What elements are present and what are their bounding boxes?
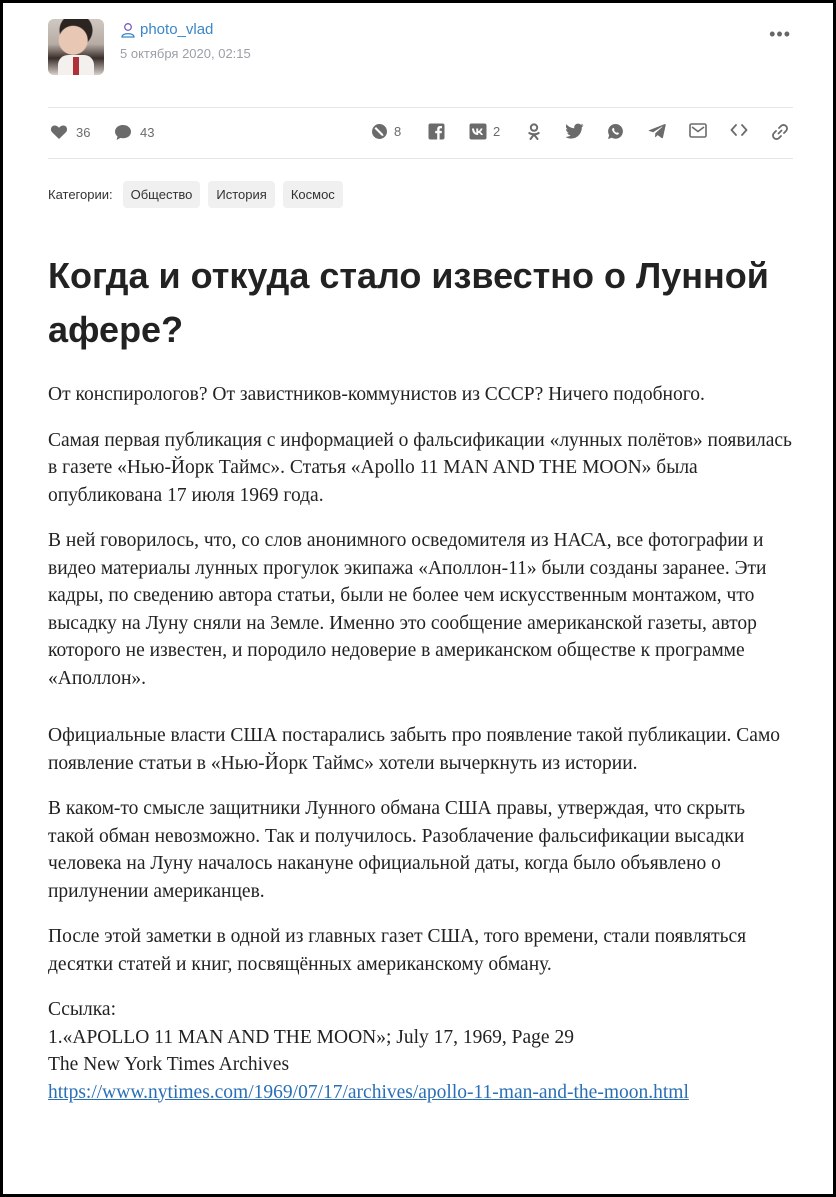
reference-label: Ссылка: [48,999,116,1020]
like-button[interactable] [50,124,90,140]
reference-source: The New York Times Archives [48,1054,290,1075]
categories [48,181,343,208]
article-paragraph: От конспирологов? От завистников-коммунистов из СССР? Ничего подобного. [48,384,705,405]
like-count: 36 [76,124,91,140]
livejournal-count: 8 [394,124,402,139]
vk-count: 2 [493,124,501,139]
reference-block [48,996,793,1106]
user-icon [120,22,136,38]
comment-icon [114,124,132,141]
action-bar [48,107,793,159]
more-options-icon[interactable]: ••• [769,24,791,44]
article-paragraph: Официальные власти США постарались забыть про появление такой публикации. Само появление статьи в «Нью-Йорк Таймс» хотели вычеркнуть из истории. [48,725,781,774]
livejournal-icon [371,123,388,140]
share-twitter-button[interactable] [566,123,584,139]
share-facebook-button[interactable] [428,123,445,140]
article-paragraph: В ней говорилось, что, со слов анонимного осведомителя из НАСА, все фотографии и видео материалы лунных прогулок экипажа «Аполлон-11» были созданы заранее. Эти кадры, по сведению автора статьи, были не более чем искусственным монтажом, что высадку на Луну сняли на Земле. Именно это сообщение американской газеты, автор которого не известен, и породило недоверие в американском обществе к программе «Аполлон». [48,530,767,689]
author-name: photo_vlad [140,21,214,38]
share-vk-button[interactable] [469,123,500,140]
reference-link[interactable]: https://www.nytimes.com/1969/07/17/archives/apollo-11-man-and-the-moon.html [48,1081,689,1103]
share-email-button[interactable] [689,123,707,138]
share-odnoklassniki-button[interactable] [527,123,541,141]
author-link[interactable] [120,21,213,38]
categories-label: Категории: [48,187,113,202]
share-livejournal-button[interactable] [371,123,401,140]
article-paragraph: Самая первая публикация с информацией о фальсификации «лунных полётов» появилась в газете «Нью-Йорк Таймс». Статья «Apollo 11 MAN AND THE MOON» была опубликована 17 июля 1969 года. [48,429,792,506]
page-frame [3,3,833,1194]
telegram-icon [648,123,666,139]
link-icon [771,123,789,141]
article-paragraph: В каком-то смысле защитники Лунного обмана США правы, утверждая, что скрыть такой обман невозможно. Так и получилось. Разоблачение фальсификации высадки человека на Луну началось накануне официальной даты, когда было объявлено о прилунении американцев. [48,798,746,902]
category-tag[interactable]: Космос [283,181,343,208]
share-whatsapp-button[interactable] [607,123,624,140]
reference-line: 1.«APOLLO 11 MAN AND THE MOON»; July 17, 1969, Page 29 [48,1026,574,1048]
share-telegram-button[interactable] [648,123,666,139]
code-icon [730,123,748,137]
article-title: Когда и откуда стало известно о Лунной афере? [48,255,769,350]
category-tag[interactable]: Общество [123,181,201,208]
category-tag[interactable]: История [208,181,274,208]
post-header [48,19,793,79]
twitter-icon [566,123,584,139]
comments-button[interactable] [114,124,154,141]
article-body [48,381,793,1106]
avatar-tie [73,57,79,75]
post-date: 5 октября 2020, 02:15 [120,46,251,61]
mail-icon [689,123,707,138]
whatsapp-icon [607,123,624,140]
vk-icon [469,123,487,140]
copy-link-button[interactable] [771,123,789,141]
odnoklassniki-icon [527,123,541,141]
avatar[interactable] [48,19,104,75]
facebook-icon [428,123,445,140]
heart-icon [50,124,68,140]
article-paragraph: После этой заметки в одной из главных газет США, того времени, стали появляться десятки статей и книг, посвящённых американскому обману. [48,926,747,975]
comment-count: 43 [140,125,155,140]
embed-code-button[interactable] [730,123,748,137]
